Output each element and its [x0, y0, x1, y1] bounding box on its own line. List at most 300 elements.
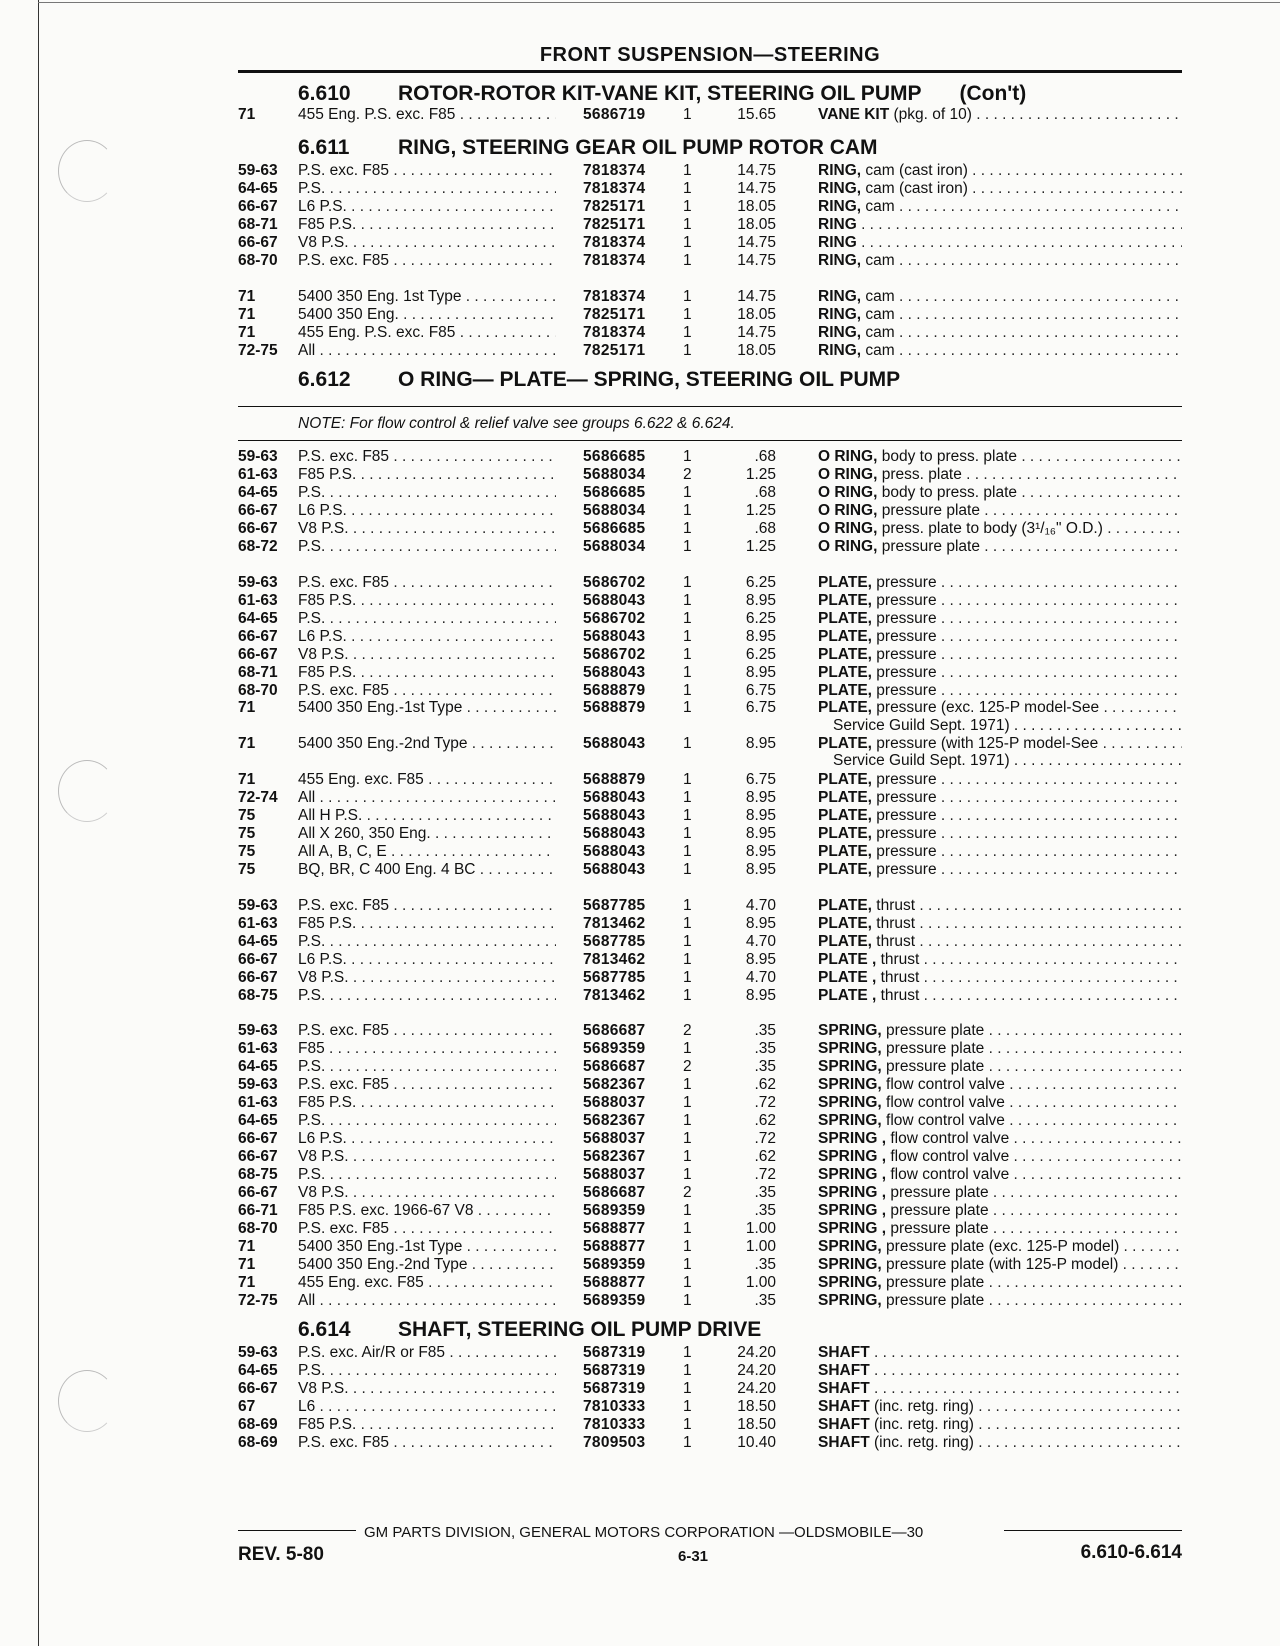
model-years: 66-67	[238, 198, 278, 215]
part-number: 5688879	[583, 699, 646, 716]
quantity: 1	[683, 306, 692, 323]
quantity: 1	[683, 1256, 692, 1273]
part-name: SPRING,	[818, 1076, 882, 1093]
quantity: 1	[683, 1238, 692, 1255]
price: .68	[754, 520, 776, 537]
quantity: 1	[683, 610, 692, 627]
part-number: 5686687	[583, 1058, 646, 1075]
quantity: 1	[683, 538, 692, 555]
application: L6 P.S. . . .	[298, 628, 556, 647]
part-number: 5688037	[583, 1094, 646, 1111]
application: All . . .	[298, 342, 556, 361]
application: V8 P.S. . . .	[298, 646, 556, 665]
quantity: 1	[683, 664, 692, 681]
part-detail: flow control valve	[890, 1166, 1010, 1183]
quantity: 1	[683, 1344, 692, 1361]
quantity: 1	[683, 1202, 692, 1219]
footer-rule	[238, 1530, 356, 1531]
model-years: 61-63	[238, 466, 278, 483]
quantity: 2	[683, 466, 692, 483]
part-name: PLATE,	[818, 825, 872, 842]
part-detail: pressure	[876, 825, 937, 842]
part-number: 5688877	[583, 1220, 646, 1237]
part-name: SPRING,	[818, 1094, 882, 1111]
table-row	[238, 306, 1182, 325]
part-number: 7813462	[583, 951, 646, 968]
application: P.S. . . .	[298, 538, 556, 557]
part-name: SHAFT	[818, 1380, 870, 1397]
application: V8 P.S. . . .	[298, 1380, 556, 1399]
price: 24.20	[737, 1362, 776, 1379]
model-years: 66-67	[238, 1380, 278, 1397]
part-name: O RING,	[818, 538, 878, 555]
application: P.S. . . .	[298, 610, 556, 629]
description	[818, 915, 1182, 934]
table-row	[238, 987, 1182, 1006]
part-name: O RING,	[818, 484, 878, 501]
application: P.S. . . .	[298, 180, 556, 199]
model-years: 64-65	[238, 1112, 278, 1129]
table-row	[238, 1058, 1182, 1077]
part-number: 7818374	[583, 234, 646, 251]
table-row	[238, 646, 1182, 665]
table-row	[238, 843, 1182, 862]
description	[818, 288, 1182, 307]
table-row	[238, 1202, 1182, 1221]
application: P.S. exc. F85 . . .	[298, 682, 556, 701]
part-detail: pressure plate	[886, 1274, 985, 1291]
part-number: 5686719	[583, 106, 646, 123]
quantity: 1	[683, 843, 692, 860]
part-number: 7825171	[583, 198, 646, 215]
quantity: 1	[683, 897, 692, 914]
part-name: PLATE ,	[818, 969, 877, 986]
description	[818, 807, 1182, 826]
part-detail: pressure	[876, 646, 937, 663]
model-years: 68-70	[238, 252, 278, 269]
application: F85 P.S. . . .	[298, 664, 556, 683]
part-number: 5688879	[583, 682, 646, 699]
table-row	[238, 252, 1182, 271]
price: .35	[754, 1202, 776, 1219]
description	[818, 574, 1182, 593]
part-number: 5688043	[583, 664, 646, 681]
part-detail: cam	[865, 306, 895, 323]
price: 24.20	[737, 1380, 776, 1397]
part-name: PLATE,	[818, 807, 872, 824]
model-years: 71	[238, 1256, 256, 1273]
application: P.S. . . .	[298, 987, 556, 1006]
table-row	[238, 574, 1182, 593]
model-years: 68-75	[238, 1166, 278, 1183]
quantity: 1	[683, 484, 692, 501]
part-name: RING	[818, 234, 857, 251]
part-name: PLATE ,	[818, 951, 877, 968]
part-detail: pressure	[876, 861, 937, 878]
table-row	[238, 502, 1182, 521]
part-name: PLATE,	[818, 646, 872, 663]
part-number: 5687785	[583, 933, 646, 950]
part-name: SPRING,	[818, 1292, 882, 1309]
description	[818, 592, 1182, 611]
part-detail: pressure	[876, 592, 937, 609]
part-detail: pressure	[876, 843, 937, 860]
part-detail: thrust	[880, 969, 920, 986]
model-years: 59-63	[238, 1344, 278, 1361]
quantity: 1	[683, 574, 692, 591]
table-row	[238, 1076, 1182, 1095]
application: All . . .	[298, 789, 556, 808]
part-detail: flow control valve	[890, 1130, 1010, 1147]
part-detail: pressure plate	[890, 1184, 989, 1201]
model-years: 66-67	[238, 951, 278, 968]
table-row	[238, 807, 1182, 826]
table-row	[238, 288, 1182, 307]
page-title: FRONT SUSPENSION—STEERING	[539, 44, 881, 66]
price: 8.95	[745, 861, 776, 878]
description	[818, 538, 1182, 557]
application: F85 P.S. . . .	[298, 1416, 556, 1435]
price: 18.05	[737, 198, 776, 215]
part-name: SPRING ,	[818, 1130, 887, 1147]
price: 8.95	[745, 915, 776, 932]
model-years: 71	[238, 699, 256, 716]
quantity: 1	[683, 825, 692, 842]
note-rule	[238, 406, 1182, 407]
price: 18.05	[737, 306, 776, 323]
part-detail: pressure	[876, 807, 937, 824]
table-row	[238, 933, 1182, 952]
part-name: O RING,	[818, 520, 878, 537]
model-years: 75	[238, 807, 256, 824]
price: .35	[754, 1292, 776, 1309]
part-detail: pressure plate	[886, 1040, 985, 1057]
model-years: 59-63	[238, 162, 278, 179]
table-row	[238, 789, 1182, 808]
part-name: SPRING ,	[818, 1148, 887, 1165]
part-detail: thrust	[876, 897, 916, 914]
application: F85 P.S. . . .	[298, 915, 556, 934]
application: L6 . . .	[298, 1398, 556, 1417]
quantity: 1	[683, 646, 692, 663]
part-name: RING	[818, 216, 857, 233]
part-number: 5687319	[583, 1344, 646, 1361]
part-number: 5688043	[583, 628, 646, 645]
model-years: 66-67	[238, 628, 278, 645]
price: 8.95	[745, 951, 776, 968]
part-number: 5686702	[583, 574, 646, 591]
part-number: 5688043	[583, 789, 646, 806]
application: L6 P.S. . . .	[298, 951, 556, 970]
part-number: 5688043	[583, 735, 646, 752]
part-name: PLATE,	[818, 592, 872, 609]
application: 5400 350 Eng.-2nd Type . . .	[298, 1256, 556, 1275]
quantity: 1	[683, 915, 692, 932]
price: 4.70	[745, 933, 776, 950]
part-name: VANE KIT	[818, 106, 890, 123]
part-number: 7825171	[583, 216, 646, 233]
binder-hole	[58, 1370, 116, 1432]
quantity: 1	[683, 628, 692, 645]
part-detail: pressure plate	[881, 502, 980, 519]
application: P.S. exc. Air/R or F85 . . .	[298, 1344, 556, 1363]
part-name: RING,	[818, 306, 862, 323]
title-rule	[238, 70, 1182, 73]
quantity: 1	[683, 1112, 692, 1129]
table-row	[238, 1344, 1182, 1363]
price: 15.65	[737, 106, 776, 123]
part-number: 5682367	[583, 1112, 646, 1129]
quantity: 1	[683, 592, 692, 609]
description	[818, 610, 1182, 629]
part-number: 5687319	[583, 1362, 646, 1379]
application: P.S. . . .	[298, 933, 556, 952]
description	[818, 1184, 1182, 1203]
parts-catalog-page	[238, 0, 1182, 1646]
description	[818, 699, 1182, 718]
description	[818, 1148, 1182, 1167]
part-number: 5688043	[583, 861, 646, 878]
application: 5400 350 Eng. . . .	[298, 306, 556, 325]
note-rule	[238, 440, 1182, 441]
part-detail: cam	[865, 342, 895, 359]
model-years: 64-65	[238, 484, 278, 501]
part-name: RING,	[818, 342, 862, 359]
price: .72	[754, 1166, 776, 1183]
description	[818, 198, 1182, 217]
model-years: 59-63	[238, 1022, 278, 1039]
price: 1.00	[745, 1238, 776, 1255]
table-row	[238, 342, 1182, 361]
part-number: 5689359	[583, 1256, 646, 1273]
description-continuation: Service Guild Sept. 1971) . . .	[833, 752, 1182, 770]
quantity: 1	[683, 807, 692, 824]
price: .35	[754, 1184, 776, 1201]
quantity: 1	[683, 951, 692, 968]
model-years: 66-67	[238, 1148, 278, 1165]
application: P.S. exc. F85 . . .	[298, 1076, 556, 1095]
application: P.S. exc. F85 . . .	[298, 1434, 556, 1453]
model-years: 66-67	[238, 1130, 278, 1147]
part-name: RING,	[818, 288, 862, 305]
model-years: 59-63	[238, 1076, 278, 1093]
part-number: 5688037	[583, 1166, 646, 1183]
description	[818, 342, 1182, 361]
description	[818, 1166, 1182, 1185]
part-detail: body to press. plate	[881, 484, 1018, 501]
model-years: 68-70	[238, 1220, 278, 1237]
group-range: 6.610-6.614	[1080, 1542, 1182, 1563]
table-row	[238, 106, 1182, 125]
model-years: 66-67	[238, 646, 278, 663]
part-detail: flow control valve	[886, 1076, 1005, 1093]
part-detail: pressure plate	[890, 1220, 989, 1237]
description	[818, 1362, 1182, 1381]
description	[818, 520, 1182, 539]
table-row	[238, 1130, 1182, 1149]
description	[818, 735, 1182, 754]
quantity: 2	[683, 1022, 692, 1039]
quantity: 1	[683, 234, 692, 251]
part-number: 5686685	[583, 484, 646, 501]
part-number: 5686687	[583, 1184, 646, 1201]
description	[818, 106, 1182, 125]
section-heading: 6.612 O RING— PLATE— SPRING, STEERING OIL PUMP	[298, 368, 901, 391]
revision-label: REV. 5-80	[238, 1544, 324, 1565]
part-name: SPRING ,	[818, 1184, 887, 1201]
application: 5400 350 Eng.-2nd Type . . .	[298, 735, 556, 754]
model-years: 66-67	[238, 502, 278, 519]
quantity: 1	[683, 252, 692, 269]
part-number: 7813462	[583, 915, 646, 932]
part-detail: cam	[865, 252, 895, 269]
part-name: SHAFT	[818, 1344, 870, 1361]
part-name: RING,	[818, 324, 862, 341]
table-row	[238, 592, 1182, 611]
quantity: 1	[683, 1040, 692, 1057]
part-number: 7810333	[583, 1416, 646, 1433]
part-detail: flow control valve	[886, 1112, 1005, 1129]
table-row	[238, 520, 1182, 539]
part-number: 7810333	[583, 1398, 646, 1415]
description	[818, 162, 1182, 181]
part-detail: pressure (exc. 125-P model-See	[876, 699, 1100, 716]
part-name: PLATE,	[818, 628, 872, 645]
quantity: 1	[683, 216, 692, 233]
description	[818, 324, 1182, 343]
table-row	[238, 1434, 1182, 1453]
part-name: PLATE,	[818, 789, 872, 806]
model-years: 61-63	[238, 1040, 278, 1057]
part-name: PLATE,	[818, 897, 872, 914]
model-years: 67	[238, 1398, 256, 1415]
model-years: 75	[238, 825, 256, 842]
price: 8.95	[745, 987, 776, 1004]
description	[818, 843, 1182, 862]
quantity: 1	[683, 162, 692, 179]
table-row	[238, 162, 1182, 181]
price: .72	[754, 1130, 776, 1147]
price: 1.25	[745, 466, 776, 483]
part-number: 5688043	[583, 843, 646, 860]
price: 4.70	[745, 897, 776, 914]
description	[818, 1344, 1182, 1363]
part-detail: pressure	[876, 682, 937, 699]
table-row	[238, 198, 1182, 217]
part-number: 5689359	[583, 1202, 646, 1219]
part-detail: (inc. retg. ring)	[873, 1398, 974, 1415]
part-number: 5682367	[583, 1148, 646, 1165]
description	[818, 951, 1182, 970]
table-row	[238, 897, 1182, 916]
price: 1.00	[745, 1274, 776, 1291]
price: 10.40	[737, 1434, 776, 1451]
quantity: 1	[683, 1130, 692, 1147]
quantity: 1	[683, 342, 692, 359]
part-name: SPRING ,	[818, 1166, 887, 1183]
price: 1.00	[745, 1220, 776, 1237]
part-name: SPRING,	[818, 1040, 882, 1057]
price: .35	[754, 1040, 776, 1057]
part-detail: pressure plate	[890, 1202, 989, 1219]
part-detail: pressure plate	[881, 538, 980, 555]
application: F85 P.S. exc. 1966-67 V8 . . .	[298, 1202, 556, 1221]
part-name: SPRING,	[818, 1058, 882, 1075]
section-heading: 6.610 ROTOR-ROTOR KIT-VANE KIT, STEERING OIL PUMP (Con't)	[298, 82, 1027, 105]
part-detail: flow control valve	[886, 1094, 1005, 1111]
part-name: SHAFT	[818, 1434, 870, 1451]
description	[818, 1274, 1182, 1293]
model-years: 71	[238, 771, 256, 788]
application: F85 P.S. . . .	[298, 592, 556, 611]
price: 6.25	[745, 574, 776, 591]
part-detail: pressure (with 125-P model-See	[876, 735, 1099, 752]
description	[818, 682, 1182, 701]
price: 24.20	[737, 1344, 776, 1361]
price: .62	[754, 1148, 776, 1165]
description	[818, 1398, 1182, 1417]
description	[818, 448, 1182, 467]
description	[818, 180, 1182, 199]
table-row	[238, 1380, 1182, 1399]
price: 4.70	[745, 969, 776, 986]
table-row	[238, 969, 1182, 988]
part-number: 5686702	[583, 610, 646, 627]
binder-hole	[58, 760, 116, 822]
description	[818, 933, 1182, 952]
footer-rule	[1004, 1530, 1182, 1531]
model-years: 71	[238, 1238, 256, 1255]
table-row	[238, 1220, 1182, 1239]
part-number: 5686687	[583, 1022, 646, 1039]
price: .62	[754, 1076, 776, 1093]
part-detail: press. plate to body (3¹/₁₆" O.D.)	[881, 520, 1103, 537]
part-detail: press. plate	[881, 466, 962, 483]
application: P.S. . . .	[298, 1166, 556, 1185]
description	[818, 234, 1182, 253]
table-row	[238, 951, 1182, 970]
description	[818, 216, 1182, 235]
application: V8 P.S. . . .	[298, 234, 556, 253]
description	[818, 628, 1182, 647]
quantity: 1	[683, 288, 692, 305]
price: 6.25	[745, 610, 776, 627]
description	[818, 771, 1182, 790]
model-years: 66-67	[238, 234, 278, 251]
part-number: 5688034	[583, 466, 646, 483]
part-detail: (inc. retg. ring)	[873, 1434, 974, 1451]
part-name: SPRING,	[818, 1238, 882, 1255]
table-row	[238, 628, 1182, 647]
price: 1.25	[745, 538, 776, 555]
part-number: 7813462	[583, 987, 646, 1004]
application: L6 P.S. . . .	[298, 1130, 556, 1149]
part-name: PLATE,	[818, 861, 872, 878]
part-detail: pressure	[876, 771, 937, 788]
model-years: 68-69	[238, 1434, 278, 1451]
price: 6.25	[745, 646, 776, 663]
part-name: PLATE,	[818, 915, 872, 932]
description	[818, 1058, 1182, 1077]
table-row	[238, 180, 1182, 199]
price: 8.95	[745, 735, 776, 752]
table-row	[238, 825, 1182, 844]
model-years: 71	[238, 735, 256, 752]
table-row	[238, 699, 1182, 718]
quantity: 1	[683, 682, 692, 699]
part-number: 5688034	[583, 538, 646, 555]
price: .35	[754, 1256, 776, 1273]
